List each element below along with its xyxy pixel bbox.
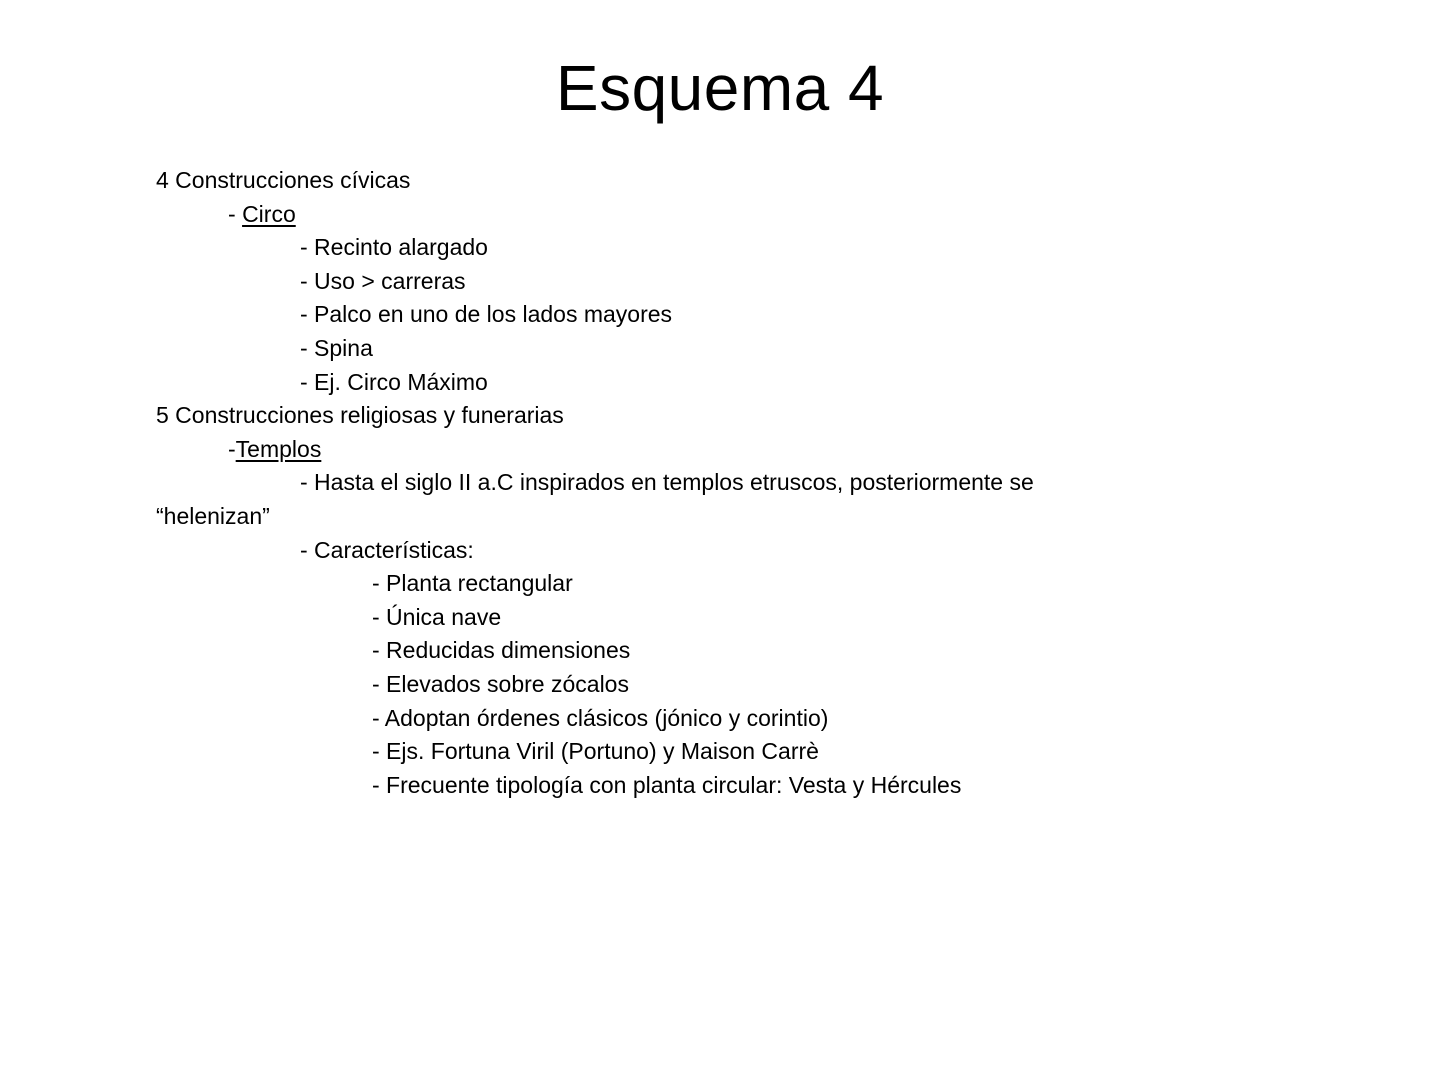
section-heading-civic: 4 Construcciones cívicas [156, 167, 411, 193]
subsection-templos [156, 433, 1296, 467]
list-item: - Uso > carreras [300, 267, 466, 294]
list-item-history-wrap: “helenizan” [156, 502, 270, 529]
feature-item: - Planta rectangular [372, 570, 573, 597]
feature-item: - Reducidas dimensiones [372, 637, 631, 664]
feature-item: - Elevados sobre zócalos [372, 670, 629, 697]
section-heading-religious: 5 Construcciones religiosas y funerarias [156, 402, 564, 429]
list-item: - Recinto alargado [300, 234, 488, 261]
feature-item: - Única nave [372, 603, 502, 630]
list-item: - Palco en uno de los lados mayores [300, 301, 673, 328]
bullet-dash: - [228, 200, 243, 227]
features-heading: - Características: [300, 536, 474, 563]
feature-item: - Adoptan órdenes clásicos (jónico y corintio) [372, 704, 829, 731]
list-item: - Spina [300, 334, 373, 361]
feature-item: - Ejs. Fortuna Viril (Portuno) y Maison Carrè [372, 738, 819, 765]
subsection-circo [156, 198, 1296, 232]
slide-title: Esquema 4 [555, 52, 885, 124]
subsection-label-templos: Templos [235, 435, 322, 462]
slide-body [156, 164, 1296, 802]
list-item-history: - Hasta el siglo II a.C inspirados en templos etruscos, posteriormente se [300, 469, 1034, 496]
subsection-label-circo: Circo [242, 200, 296, 227]
list-item: - Ej. Circo Máximo [300, 368, 488, 395]
feature-item: - Frecuente tipología con planta circular: Vesta y Hércules [372, 771, 962, 798]
bullet-dash: - [228, 435, 236, 462]
